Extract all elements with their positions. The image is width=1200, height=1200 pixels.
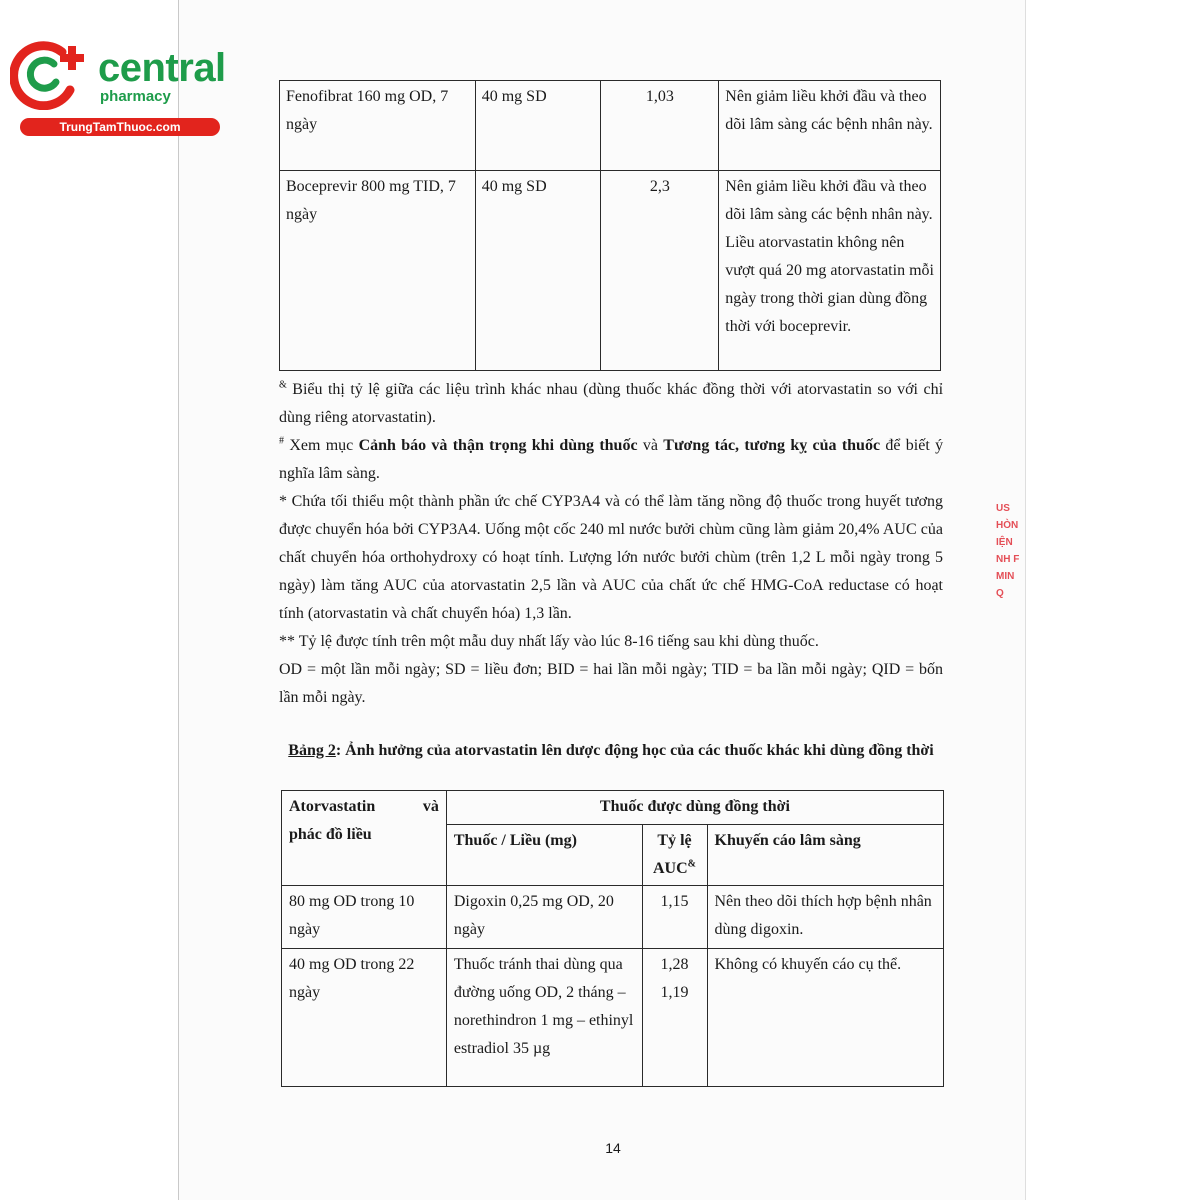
page-number: 14	[605, 1140, 621, 1156]
table-cell-drug: Fenofibrat 160 mg OD, 7 ngày	[280, 81, 476, 171]
table-row	[280, 171, 941, 371]
section-reference: Cảnh báo và thận trọng khi dùng thuốc	[358, 437, 638, 454]
interaction-table-2	[281, 790, 944, 1087]
header-text: Atorvastatin	[289, 798, 376, 815]
table-cell-drug: Thuốc tránh thai dùng qua đường uống OD, 2 tháng – norethindron 1 mg – ethinyl estradiol 35 µg	[446, 949, 642, 1087]
logo-name: central	[98, 46, 226, 90]
logo-subtitle: pharmacy	[100, 88, 171, 105]
table-caption-text: : Ảnh hưởng của atorvastatin lên dược động học của các thuốc khác khi dùng đồng thời	[335, 742, 934, 759]
abbreviation-note: OD = một lần mỗi ngày; SD = liều đơn; BID = hai lần mỗi ngày; TID = ba lần mỗi ngày; QID = bốn lần mỗi ngày.	[279, 661, 943, 706]
red-stamp	[996, 500, 1026, 650]
table-cell-dose: 40 mg SD	[475, 81, 601, 171]
table-cell-dose: 40 mg SD	[475, 171, 601, 371]
footnote-text: để biết ý nghĩa lâm sàng.	[279, 437, 944, 482]
header-text: và	[422, 798, 439, 815]
header-text: Tỷ lệ AUC	[653, 832, 692, 877]
ratio-value: 1,28	[660, 956, 689, 973]
pharmacy-cross-icon	[10, 38, 92, 110]
table-cell-drug: Digoxin 0,25 mg OD, 20 ngày	[446, 886, 642, 949]
table-row	[282, 886, 944, 949]
header-recommendation: Khuyến cáo lâm sàng	[707, 825, 944, 886]
footnote-text: Xem mục	[289, 437, 354, 454]
header-auc-ratio	[642, 825, 707, 886]
table-cell-recommendation: Nên theo dõi thích hợp bệnh nhân dùng digoxin.	[707, 886, 944, 949]
footnote-text: và	[642, 437, 658, 454]
stamp-line: US	[996, 503, 1010, 514]
table-cell-ratio: 2,3	[601, 171, 719, 371]
header-coadministered: Thuốc được dùng đồng thời	[446, 791, 943, 825]
table-caption-label: Bảng 2	[288, 742, 336, 759]
table-cell-ratio: 1,03	[601, 81, 719, 171]
table-cell-recommendation: Nên giảm liều khởi đầu và theo dõi lâm sàng các bệnh nhân này.	[719, 81, 941, 171]
table-row	[280, 81, 941, 171]
stamp-line: MIN	[996, 571, 1015, 582]
ratio-value: 1,19	[660, 984, 689, 1001]
stamp-line: HÒN	[996, 520, 1019, 531]
footnote-mark: &	[687, 858, 697, 870]
stamp-line: Q	[996, 588, 1004, 599]
interaction-table-1	[279, 80, 941, 371]
table-cell-recommendation: Nên giảm liều khởi đầu và theo dõi lâm sàng các bệnh nhân này. Liều atorvastatin không nên vượt quá 20 mg atorvastatin mỗi ngày trong thời gian dùng đồng thời với boceprevir.	[719, 171, 941, 371]
header-regimen	[282, 791, 447, 886]
table-footnotes	[279, 376, 943, 712]
footnote-mark: &	[279, 379, 287, 391]
table-cell-drug: Boceprevir 800 mg TID, 7 ngày	[280, 171, 476, 371]
footnote-hash	[279, 432, 943, 488]
stamp-line: NH F	[996, 554, 1020, 565]
table-cell-ratio: 1,15	[642, 886, 707, 949]
footnote-text: Biểu thị tỷ lệ giữa các liệu trình khác nhau (dùng thuốc khác đồng thời với atorvastatin so với chỉ dùng riêng atorvastatin).	[279, 381, 944, 426]
central-pharmacy-logo	[10, 38, 226, 138]
footnote-asterisk: * Chứa tối thiểu một thành phần ức chế CYP3A4 và có thể làm tăng nồng độ thuốc trong huyết tương được chuyển hóa bởi CYP3A4. Uống một cốc 240 ml nước bưởi chùm cũng làm giảm 20,4% AUC của chất chuyển hóa orthohydroxy có hoạt tính. Lượng lớn nước bưởi chùm (trên 1,2 L mỗi ngày trong 5 ngày) làm tăng AUC của atorvastatin 2,5 lần và AUC của chất ức chế HMG-CoA reductase có hoạt tính (atorvastatin và chất chuyển hóa) 1,3 lần.	[279, 493, 943, 622]
table-cell-regimen: 40 mg OD trong 22 ngày	[282, 949, 447, 1087]
stamp-line: IỆN	[996, 537, 1013, 548]
table-cell-ratio	[642, 949, 707, 1087]
header-text: phác đồ liều	[289, 826, 372, 843]
logo-url-badge: TrungTamThuoc.com	[20, 118, 220, 136]
table-row	[282, 949, 944, 1087]
table-cell-regimen: 80 mg OD trong 10 ngày	[282, 886, 447, 949]
section-reference: Tương tác, tương kỵ của thuốc	[663, 437, 881, 454]
table-cell-recommendation: Không có khuyến cáo cụ thể.	[707, 949, 944, 1087]
table-header-row	[282, 791, 944, 825]
header-drug-dose: Thuốc / Liều (mg)	[446, 825, 642, 886]
table-caption	[279, 736, 943, 765]
footnote-ampersand	[279, 376, 943, 432]
footnote-mark: #	[279, 435, 284, 447]
footnote-double-asterisk: ** Tỷ lệ được tính trên một mẫu duy nhất lấy vào lúc 8-16 tiếng sau khi dùng thuốc.	[279, 633, 819, 650]
